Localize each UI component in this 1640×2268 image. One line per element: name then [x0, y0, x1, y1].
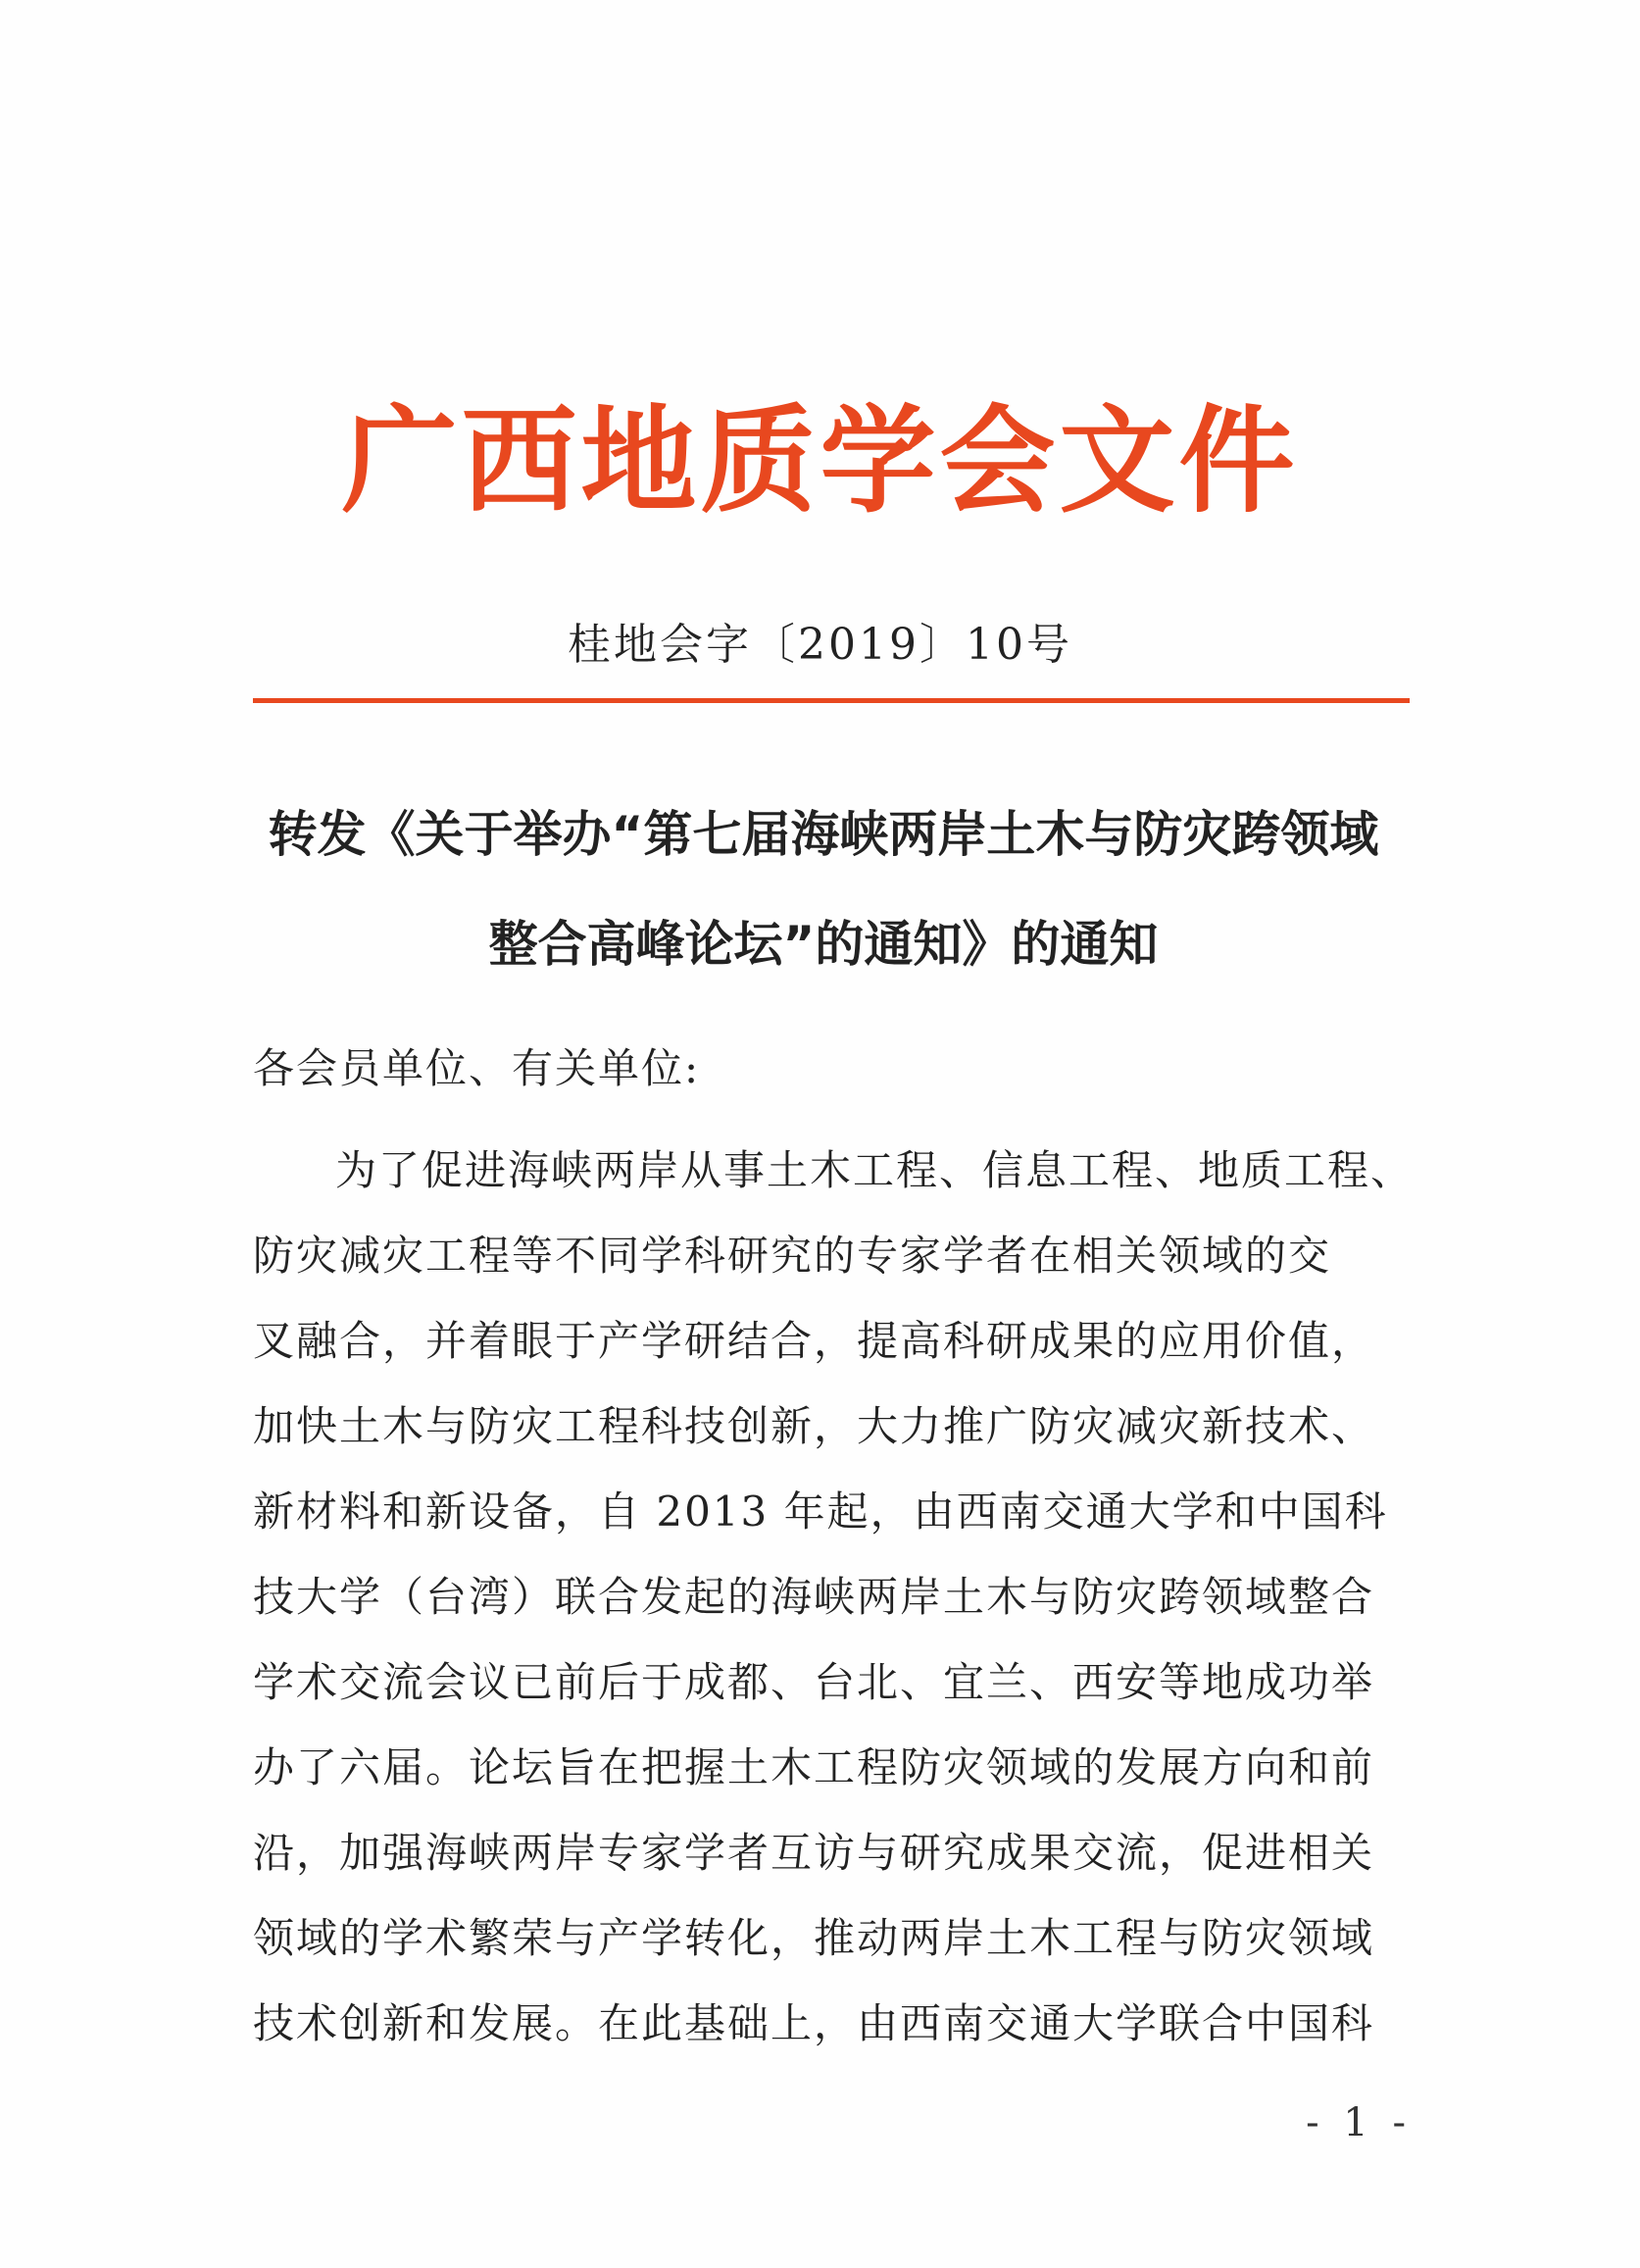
red-divider	[253, 698, 1410, 703]
body-line: 技大学（台湾）联合发起的海峡两岸土木与防灾跨领域整合	[253, 1573, 1375, 1621]
document-title	[245, 780, 1402, 999]
body-line: 加快土木与防灾工程科技创新，大力推广防灾减灾新技术、	[253, 1402, 1375, 1450]
salutation: 各会员单位、有关单位:	[253, 1044, 701, 1092]
body-line: 技术创新和发展。在此基础上，由西南交通大学联合中国科	[253, 1999, 1375, 2047]
page-number: - 1 -	[1306, 2100, 1412, 2145]
document-number: 桂地会字〔2019〕10号	[568, 620, 1072, 670]
body-line: 办了六届。论坛旨在把握土木工程防灾领域的发展方向和前	[253, 1743, 1375, 1791]
body-line: 沿，加强海峡两岸专家学者互访与研究成果交流，促进相关	[253, 1829, 1375, 1877]
body-line: 学术交流会议已前后于成都、台北、宜兰、西安等地成功举	[253, 1658, 1375, 1706]
body-line: 为了促进海峡两岸从事土木工程、信息工程、地质工程、	[335, 1146, 1415, 1194]
body-text	[253, 1128, 1415, 2066]
body-line: 新材料和新设备，自 2013 年起，由西南交通大学和中国科	[253, 1487, 1388, 1536]
body-line: 防灾减灾工程等不同学科研究的专家学者在相关领域的交	[253, 1232, 1332, 1280]
body-line: 领域的学术繁荣与产学转化，推动两岸土木工程与防灾领域	[253, 1914, 1375, 1962]
masthead-title: 广西地质学会文件	[341, 393, 1299, 529]
title-line-1: 转发《关于举办“第七届海峡两岸土木与防灾跨领域	[268, 806, 1379, 863]
title-line-2: 整合高峰论坛”的通知》的通知	[488, 916, 1159, 973]
body-line: 叉融合，并着眼于产学研结合，提高科研成果的应用价值，	[253, 1317, 1375, 1365]
